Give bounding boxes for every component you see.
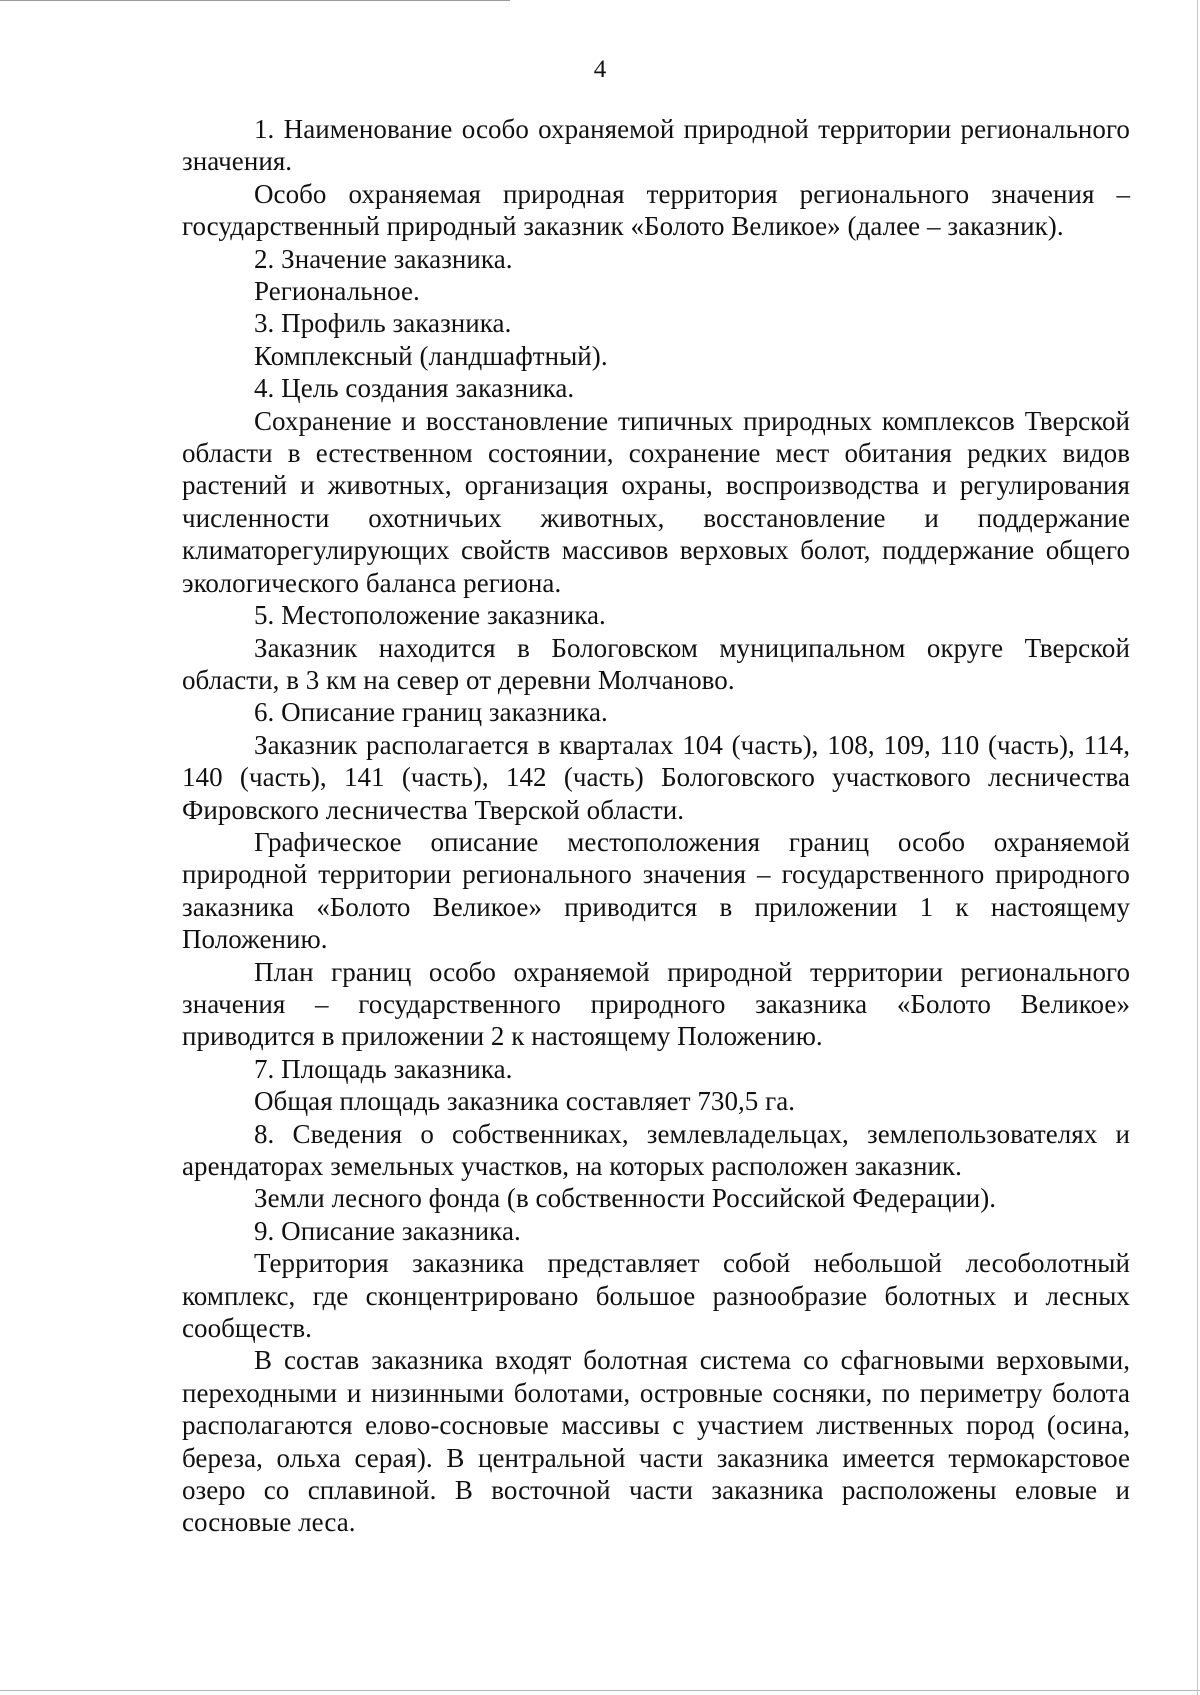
section-6-text-quarters: Заказник располагается в кварталах 104 (часть), 108, 109, 110 (часть), 114, 140 (часть), 141 (часть), 142 (часть) Бологовского участкового лесничества Фировского лесничества Тверской области.: [182, 729, 1130, 825]
section-1-heading: 1. Наименование особо охраняемой природной территории регионального значения.: [182, 114, 1130, 177]
section-3-heading: 3. Профиль заказника.: [254, 308, 512, 339]
section-6-heading: 6. Описание границ заказника.: [254, 697, 608, 728]
scan-edge-bottom: [0, 1690, 1200, 1691]
section-9-heading: 9. Описание заказника.: [254, 1215, 521, 1246]
section-7-text: Общая площадь заказника составляет 730,5 га.: [254, 1086, 796, 1117]
section-2-text: Региональное.: [254, 276, 420, 307]
section-2-heading: 2. Значение заказника.: [254, 243, 513, 274]
section-8-heading: 8. Сведения о собственниках, землевладельцах, землепользователях и арендаторах земельных участков, на которых расположен заказник.: [182, 1118, 1130, 1181]
section-4-heading: 4. Цель создания заказника.: [254, 373, 575, 404]
section-1-text: Особо охраняемая природная территория регионального значения – государственный природный заказник «Болото Великое» (далее – заказник).: [182, 178, 1130, 242]
section-8-text: Земли лесного фонда (в собственности Российской Федерации).: [254, 1183, 997, 1214]
section-9-text-overview: Территория заказника представляет собой небольшой лесоболотный комплекс, где сконцентрировано большое разнообразие болотных и лесных сообществ.: [182, 1248, 1130, 1344]
section-5-text: Заказник находится в Бологовском муниципальном округе Тверской области, в 3 км на север от деревни Молчаново.: [182, 632, 1130, 695]
section-9-text-composition: В состав заказника входят болотная система со сфагновыми верховыми, переходными и низинными болотами, островные сосняки, по периметру болота располагаются елово-сосновые массивы с участием лиственных пород (осина, береза, ольха серая). В центральной части заказника имеется термокарстовое озеро со сплавиной. В восточной части заказника расположены еловые и сосновые леса.: [182, 1345, 1130, 1538]
section-6-text-plan: План границ особо охраняемой природной территории регионального значения – государственного природного заказника «Болото Великое» приводится в приложении 2 к настоящему Положению.: [182, 956, 1130, 1052]
section-3-text: Комплексный (ландшафтный).: [254, 340, 608, 371]
document-body: [182, 113, 1130, 1539]
section-6-text-graphic: Графическое описание местоположения границ особо охраняемой природной территории регионального значения – государственного природного заказника «Болото Великое» приводится в приложении 1 к настоящему Положению.: [182, 826, 1130, 955]
scan-edge-top: [0, 0, 510, 1]
scan-edge-right: [1197, 0, 1198, 1695]
page-number: 4: [593, 56, 607, 83]
section-7-heading: 7. Площадь заказника.: [254, 1053, 513, 1084]
section-5-heading: 5. Местоположение заказника.: [254, 600, 606, 631]
section-4-text: Сохранение и восстановление типичных природных комплексов Тверской области в естественном состоянии, сохранение мест обитания редких видов растений и животных, организация охраны, воспроизводства и регулирования численности охотничьих животных, восстановление и поддержание климаторегулирующих свойств массивов верховых болот, поддержание общего экологического баланса региона.: [182, 405, 1130, 598]
